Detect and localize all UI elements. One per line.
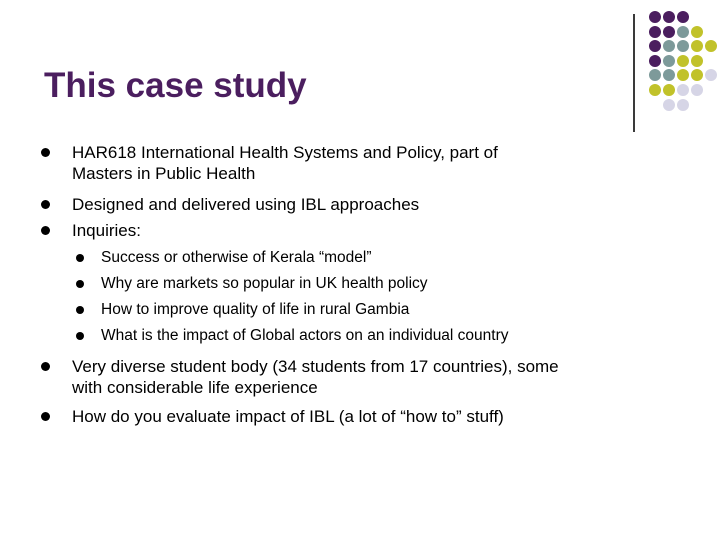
dot <box>649 11 661 23</box>
sub-bullet-text: Why are markets so popular in UK health policy <box>101 275 428 292</box>
sub-bullet-item <box>101 274 428 294</box>
dot <box>691 40 703 52</box>
dot <box>663 26 675 38</box>
dot <box>691 69 703 81</box>
dot <box>677 11 689 23</box>
bullet-text: Very diverse student body (34 students from 17 countries), some <box>72 357 559 376</box>
bullet-text: How do you evaluate impact of IBL (a lot of “how to” stuff) <box>72 407 504 426</box>
dot <box>663 40 675 52</box>
bullet-dot-icon <box>41 362 50 371</box>
dot <box>691 26 703 38</box>
dot <box>677 26 689 38</box>
dot <box>677 99 689 111</box>
sub-bullet-dot-icon <box>76 280 84 288</box>
sub-bullet-item <box>101 300 409 320</box>
sub-bullet-item <box>101 326 509 346</box>
dot <box>691 55 703 67</box>
dot <box>649 40 661 52</box>
dot <box>663 84 675 96</box>
dot <box>649 69 661 81</box>
sub-bullet-dot-icon <box>76 332 84 340</box>
dot <box>677 40 689 52</box>
dot <box>649 84 661 96</box>
dot <box>649 55 661 67</box>
bullet-item <box>72 194 419 215</box>
dot <box>663 55 675 67</box>
bullet-text-continued: Masters in Public Health <box>72 164 256 183</box>
dot <box>705 69 717 81</box>
bullet-item <box>72 356 559 398</box>
decorative-dot-grid <box>644 11 724 121</box>
dot <box>649 26 661 38</box>
sub-bullet-item <box>101 248 372 268</box>
decorative-divider <box>633 14 635 132</box>
bullet-text: HAR618 International Health Systems and Policy, part of <box>72 143 498 162</box>
slide-title: This case study <box>44 66 307 105</box>
sub-bullet-dot-icon <box>76 306 84 314</box>
dot <box>705 40 717 52</box>
dot <box>663 11 675 23</box>
sub-bullet-text: Success or otherwise of Kerala “model” <box>101 249 372 266</box>
sub-bullet-text: What is the impact of Global actors on an individual country <box>101 327 509 344</box>
bullet-item <box>72 406 504 427</box>
bullet-dot-icon <box>41 148 50 157</box>
dot <box>663 69 675 81</box>
bullet-text: Designed and delivered using IBL approaches <box>72 195 420 214</box>
bullet-dot-icon <box>41 226 50 235</box>
sub-bullet-dot-icon <box>76 254 84 262</box>
dot <box>677 55 689 67</box>
bullet-dot-icon <box>41 200 50 209</box>
bullet-item <box>72 142 498 184</box>
dot <box>677 69 689 81</box>
dot <box>663 99 675 111</box>
bullet-text: Inquiries: <box>72 221 141 240</box>
bullet-item <box>72 220 141 241</box>
bullet-dot-icon <box>41 412 50 421</box>
dot <box>691 84 703 96</box>
bullet-text-continued: with considerable life experience <box>72 378 318 397</box>
sub-bullet-text: How to improve quality of life in rural Gambia <box>101 301 410 318</box>
dot <box>677 84 689 96</box>
